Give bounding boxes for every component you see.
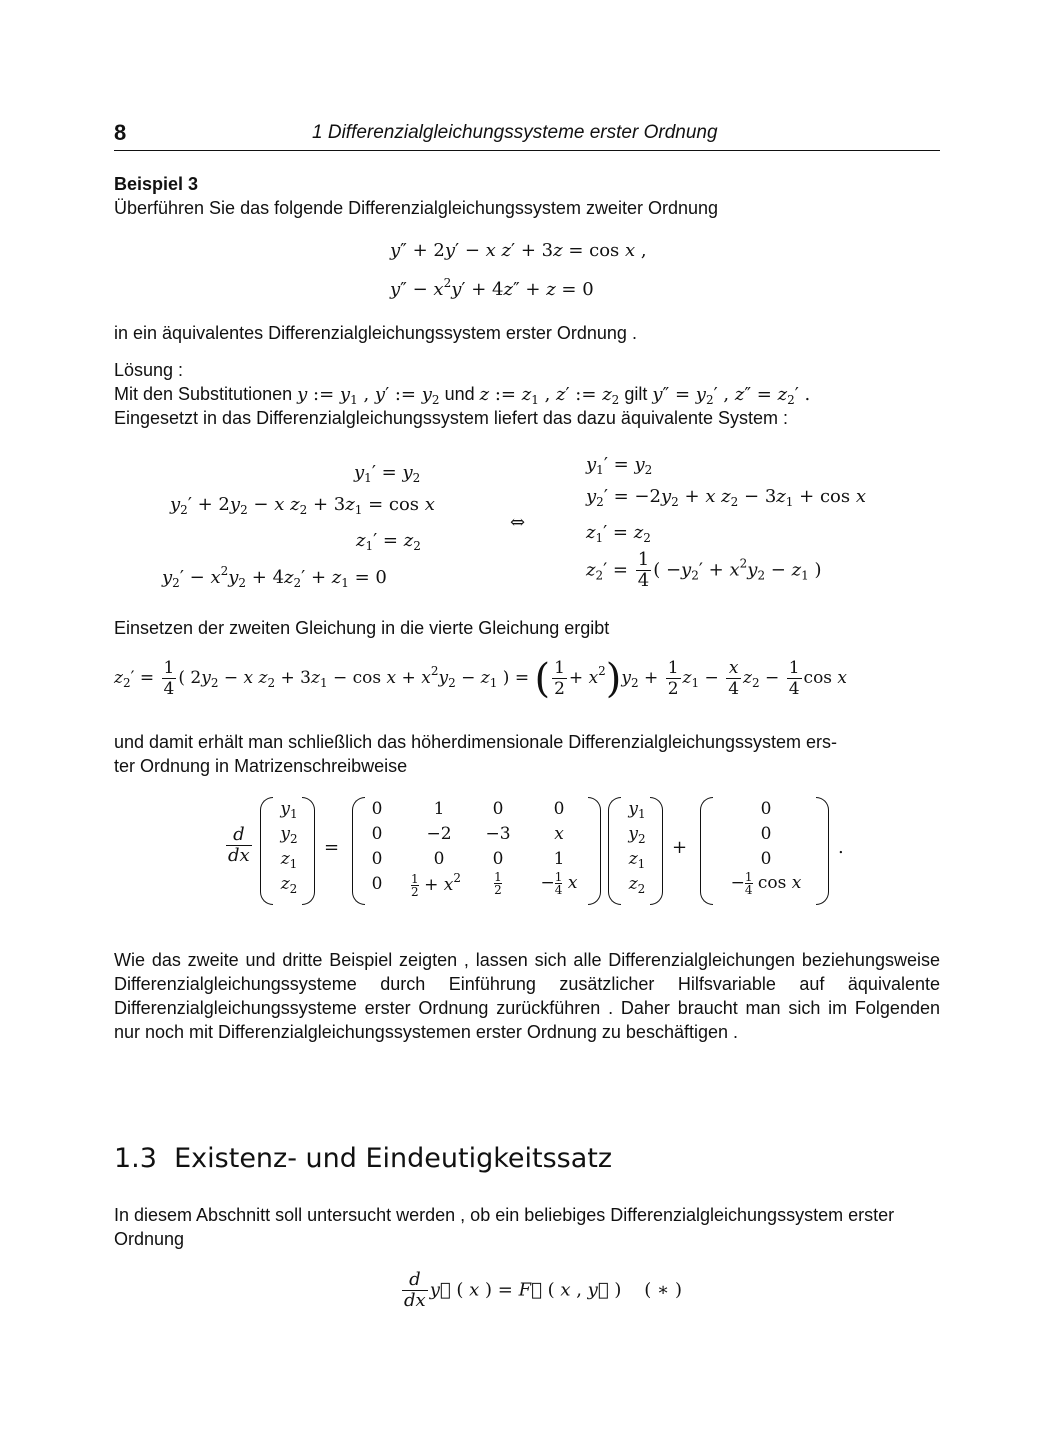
right-eq-4: $z_2'$ = $\frac{1}{4}$ ( $-y_2' + x^2y_2 - z_1$ ) — [586, 549, 822, 591]
subst-gilt: gilt — [624, 384, 648, 404]
equals-sign: = — [324, 837, 340, 858]
page-header — [114, 118, 940, 151]
substituted-equation: $z_2'$ = $\frac{1}{4}$ ( $2y_2 - x$ $z_2 + 3z_1 - \cos x + x^2y_2 - z_1$ ) = ( $\frac{1}{2}$ + $x^2)y_2$ + $\frac{1}{2}$ $z_1$ − $\frac{x}{4}$ $z_2$ − $\frac{1}{4}$ cos x — [114, 655, 848, 702]
section-heading — [114, 1143, 612, 1174]
rhs-vector: 0 0 0 − $\frac{1}{4}$ cos x — [700, 797, 830, 907]
subst-und: und — [444, 384, 475, 404]
substitution-line: Mit den Substitutionen y := $y_1$ , y′ := $y_2$ und z := $z_1$ , z′ := $z_2$ gilt $y'' = y_2'$ , $z'' = z_2'$ . — [114, 384, 811, 407]
section-title: Existenz- und Eindeutigkeitssatz — [174, 1143, 613, 1174]
equation-second-order-1: y″ + 2y′ − x z′ + 3z = cos x , — [390, 240, 647, 261]
insert-second-text: Einsetzen der zweiten Gleichung in die vierte Gleichung ergibt — [114, 618, 610, 638]
right-eq-2: $y_2' = -2y_2 + x$ $z_2 - 3z_1 + \cos x$ — [586, 486, 866, 509]
example-title: Beispiel 3 — [114, 174, 199, 194]
after-system-text: in ein äquivalentes Differenzialgleichungssystem erster Ordnung . — [114, 323, 637, 343]
section-number: 1.3 — [114, 1143, 157, 1174]
vector-y-left: $y_1$ $y_2$ $z_1$ $z_2$ — [260, 797, 314, 907]
general-ode: $\frac{d}{dx}$ y⃗ ( x ) = F⃗ ( x , y⃗ ) ( ∗ ) — [404, 1269, 683, 1311]
conclusion-paragraph: Wie das zweite und dritte Beispiel zeigten , lassen sich alle Differenzialgleichungen beziehungsweise Differenzialgleichungssysteme durch Einführung zusätzlicher Hilfsvariable auf äquivalente Differenzialgleichungssysteme erster Ordnung zurückführen . Daher braucht man sich im Folgenden nur noch mit Differenzialgleichungssystemen erster Ordnung zu beschäftigen . — [114, 950, 940, 1042]
solution-label: Lösung : — [114, 360, 184, 380]
thus-text-line-2: ter Ordnung in Matrizenschreibweise — [114, 756, 408, 776]
left-eq-1: $y_1' = y_2$ — [354, 462, 421, 485]
section-intro: In diesem Abschnitt soll untersucht werden , ob ein beliebiges Differenzialgleichungssystem erster Ordnung — [114, 1205, 895, 1249]
derivative-operator: $\frac{d}{dx}$ — [228, 824, 250, 866]
equation-tag: ( ∗ ) — [644, 1279, 683, 1301]
page-number: 8 — [114, 120, 127, 145]
left-eq-2: $y_2' + 2y_2 - x$ $z_2 + 3z_1 = \cos x$ — [170, 494, 435, 517]
coefficient-matrix: 0 1 0 0 0 −2 −3 x 0 0 0 1 0 $\frac{1}{2}$ + $x^2$ $\frac{1}{2}$ − $\frac{1}{4}$ x — [352, 797, 602, 907]
inserted-text: Eingesetzt in das Differenzialgleichungssystem liefert das dazu äquivalente System : — [114, 408, 789, 428]
matrix-equation: $\frac{d}{dx}$ $y_1$ $y_2$ $z_1$ $z_2$ = 0 1 0 0 0 −2 −3 x 0 0 0 1 0 $\frac{1}{2}$ + $x^2$ $\frac{1}{2}$ − $\frac{1}{4}$ x $y_1$ $y_2$ $z_1$ $z_2$ + 0 0 0 − $\frac{1}{4}$ cos x . — [224, 797, 944, 907]
equation-second-order-2: $y'' - x^2y' + 4z'' + z = 0$ — [390, 276, 594, 300]
subst-prefix: Mit den Substitutionen — [114, 384, 293, 404]
right-eq-1: $y_1' = y_2$ — [586, 454, 653, 477]
left-eq-3: $z_1' = z_2$ — [356, 530, 421, 553]
left-eq-4: $y_2' - x^2y_2 + 4z_2' + z_1 = 0$ — [162, 564, 387, 590]
right-eq-3: $z_1' = z_2$ — [586, 522, 651, 545]
equivalence-symbol: ⇔ — [510, 512, 526, 533]
vector-y-right: $y_1$ $y_2$ $z_1$ $z_2$ — [608, 797, 662, 907]
running-title: 1 Differenzialgleichungssysteme erster Ordnung — [312, 122, 718, 143]
thus-text-line-1: und damit erhält man schließlich das höherdimensionale Differenzialgleichungssystem ers- — [114, 732, 838, 752]
example-intro: Überführen Sie das folgende Differenzialgleichungssystem zweiter Ordnung — [114, 198, 719, 218]
plus-sign: + — [672, 837, 688, 858]
